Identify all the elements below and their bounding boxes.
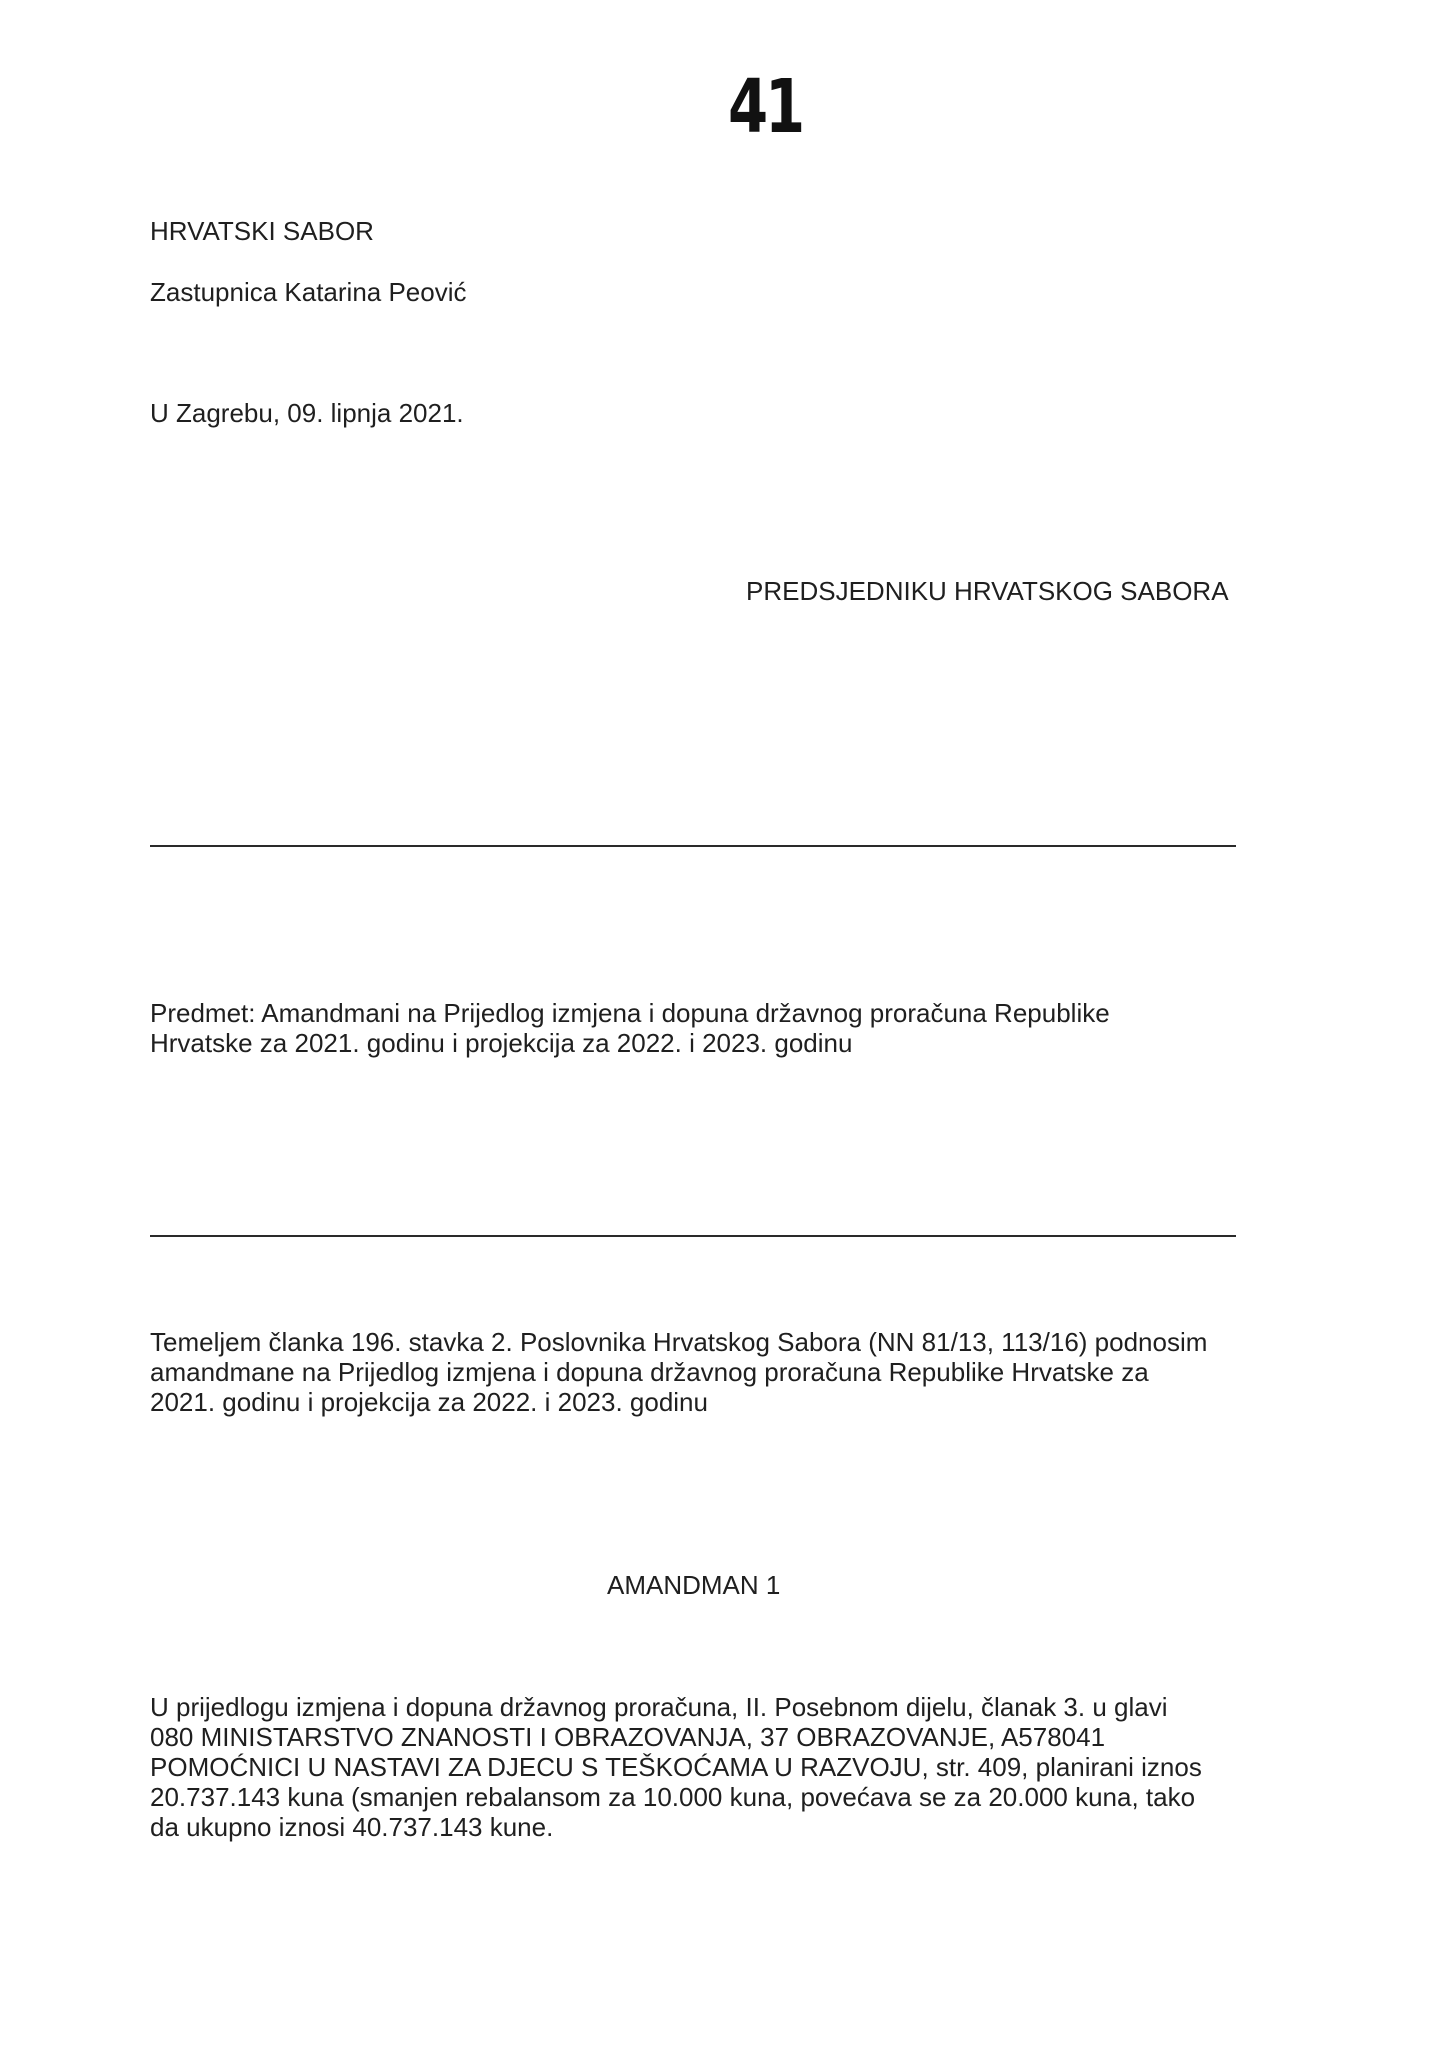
subject-line: Hrvatske za 2021. godinu i projekcija za 2022. i 2023. godinu [150,1028,853,1058]
sender-institution: HRVATSKI SABOR [150,216,374,246]
subject-paragraph [150,998,1260,1058]
intro-paragraph [150,1327,1260,1417]
intro-line: 2021. godinu i projekcija za 2022. i 2023. godinu [150,1387,708,1417]
separator-line-bottom [150,1235,1236,1237]
amendment-line: POMOĆNICI U NASTAVI ZA DJECU S TEŠKOĆAMA U RAZVOJU, str. 409, planirani iznos [150,1752,1202,1782]
addressee: PREDSJEDNIKU HRVATSKOG SABORA [746,576,1229,606]
sender-representative: Zastupnica Katarina Peović [150,277,467,307]
amendment-line: U prijedlogu izmjena i dopuna državnog proračuna, II. Posebnom dijelu, članak 3. u glavi [150,1692,1168,1722]
intro-line: amandmane na Prijedlog izmjena i dopuna državnog proračuna Republike Hrvatske za [150,1357,1149,1387]
place-date: U Zagrebu, 09. lipnja 2021. [150,398,464,428]
document-number-stamp: 41 [728,64,803,150]
amendment-line: 080 MINISTARSTVO ZNANOSTI I OBRAZOVANJA, 37 OBRAZOVANJE, A578041 [150,1722,1106,1752]
separator-line-top [150,845,1236,847]
amendment-title: AMANDMAN 1 [607,1570,781,1600]
subject-line: Predmet: Amandmani na Prijedlog izmjena i dopuna državnog proračuna Republike [150,998,1110,1028]
intro-line: Temeljem članka 196. stavka 2. Poslovnika Hrvatskog Sabora (NN 81/13, 113/16) podnosim [150,1327,1208,1357]
amendment-line: 20.737.143 kuna (smanjen rebalansom za 10.000 kuna, povećava se za 20.000 kuna, tako [150,1782,1196,1812]
amendment-paragraph [150,1692,1260,1842]
amendment-line: da ukupno iznosi 40.737.143 kune. [150,1812,554,1842]
